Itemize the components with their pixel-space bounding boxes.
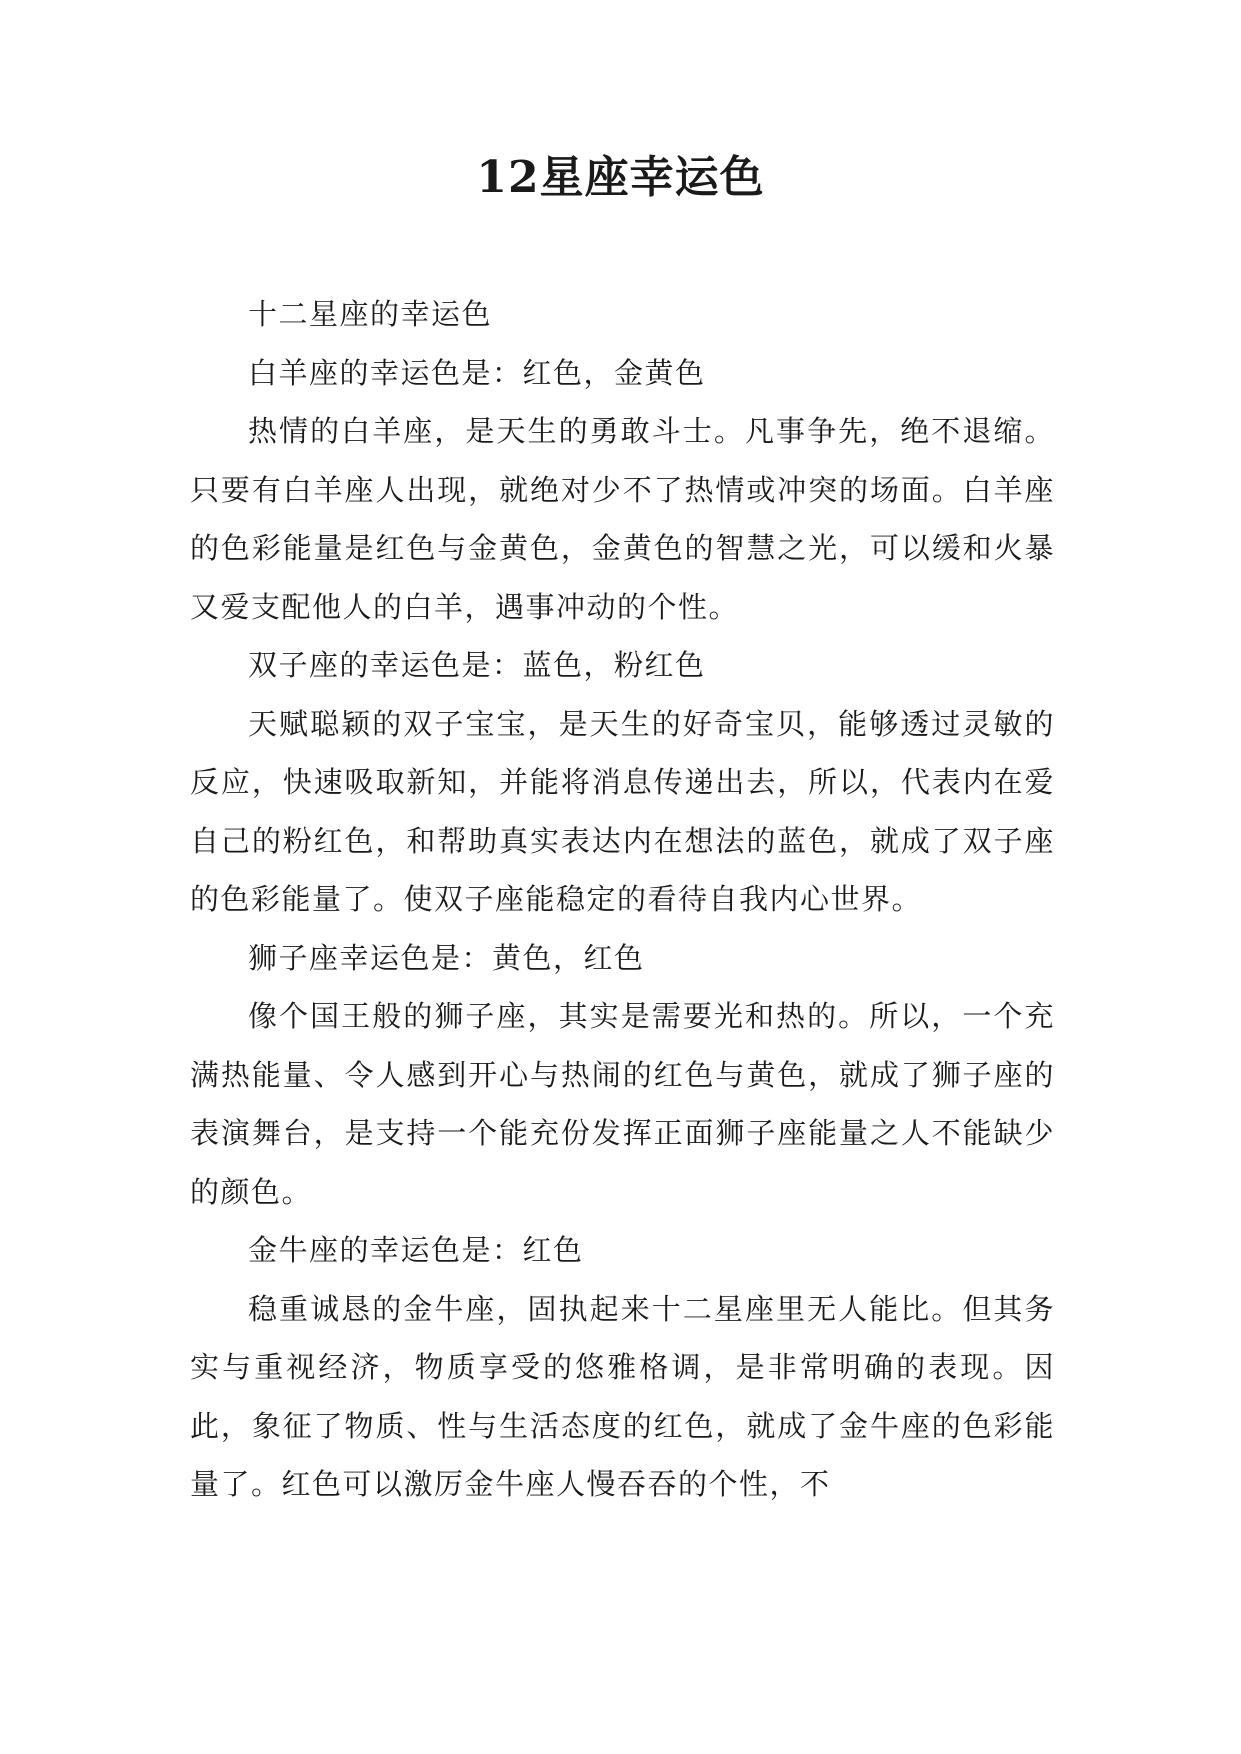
paragraph-aries-body: 热情的白羊座，是天生的勇敢斗士。凡事争先，绝不退缩。只要有白羊座人出现，就绝对少不了热情或冲突的场面。白羊座的色彩能量是红色与金黄色，金黄色的智慧之光，可以缓和火暴又爱支配他人的白羊，遇事冲动的个性。: [190, 414, 1055, 624]
paragraph-taurus-heading: 金牛座的幸运色是：红色: [248, 1233, 584, 1267]
document-body: [190, 285, 1055, 1514]
paragraph-intro-heading: 十二星座的幸运色: [248, 297, 493, 331]
paragraph-gemini-body: 天赋聪颖的双子宝宝，是天生的好奇宝贝，能够透过灵敏的反应，快速吸取新知，并能将消息传递出去，所以，代表内在爱自己的粉红色，和帮助真实表达内在想法的蓝色，就成了双子座的色彩能量了。使双子座能稳定的看待自我内心世界。: [190, 706, 1055, 916]
paragraph-leo-body: 像个国王般的狮子座，其实是需要光和热的。所以，一个充满热能量、令人感到开心与热闹的红色与黄色，就成了狮子座的表演舞台，是支持一个能充份发挥正面狮子座能量之人不能缺少的颜色。: [190, 999, 1055, 1209]
paragraph-aries-heading: 白羊座的幸运色是：红色，金黄色: [248, 355, 706, 390]
paragraph-gemini-heading: 双子座的幸运色是：蓝色，粉红色: [248, 648, 706, 682]
paragraph-leo-heading: 狮子座幸运色是：黄色，红色: [248, 940, 645, 975]
document-title: 12星座幸运色: [476, 152, 765, 203]
paragraph-taurus-body: 稳重诚恳的金牛座，固执起来十二星座里无人能比。但其务实与重视经济，物质享受的悠雅格调，是非常明确的表现。因此，象征了物质、性与生活态度的红色，就成了金牛座的色彩能量了。红色可以激厉金牛座人慢吞吞的个性，不: [190, 1291, 1055, 1501]
